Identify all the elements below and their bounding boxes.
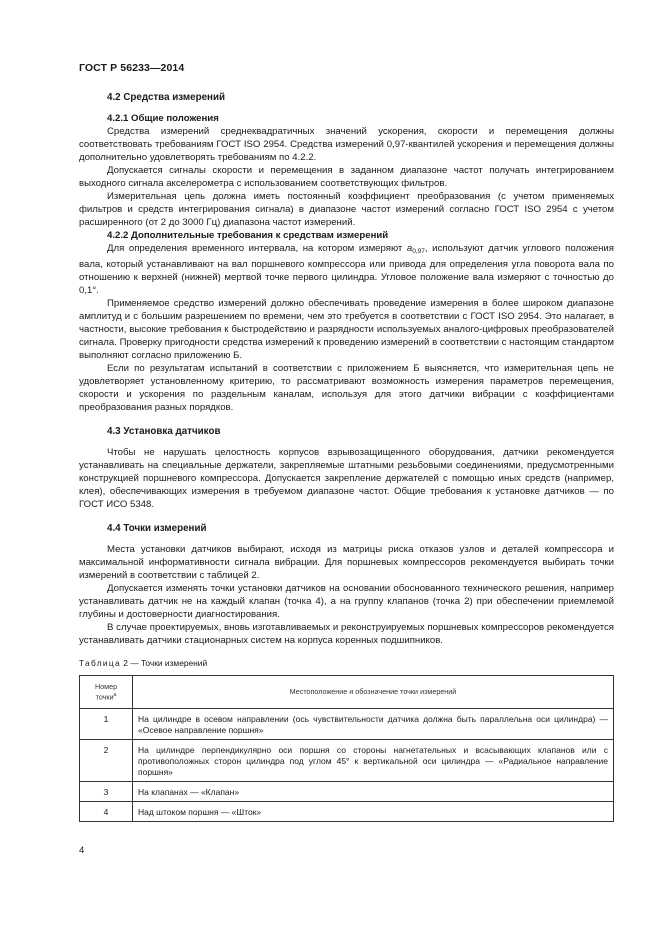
point-number: 3 [80,782,133,802]
point-location: Над штоком поршня — «Шток» [133,802,614,822]
point-number: 2 [80,740,133,782]
paragraph: В случае проектируемых, вновь изготавливаемых и реконструируемых поршневых компрессоров рекомендуется устанавливать датчики стационарных систем на корпуса коренных подшипников. [79,622,614,646]
table-row [80,740,614,782]
paragraph: Места установки датчиков выбирают, исходя из матрицы риска отказов узлов и деталей компрессора и максимальной информативности сигнала вибрации. Для поршневых компрессоров рекомендуется выбирать точки измерений в соответствии с таблицей 2. [79,544,614,581]
spacer [79,511,614,522]
point-location: На цилиндре перпендикулярно оси поршня со стороны нагнетательных и всасывающих клапанов или с противоположных сторон цилиндра под углом 45° к вертикальной оси цилиндра — «Радиальное направление поршня» [133,740,614,782]
section-4-2-2-title: 4.2.2 Дополнительные требования к средствам измерений [107,230,389,241]
variable-subscript: 0,97 [412,248,425,255]
paragraph: Измерительная цепь должна иметь постоянный коэффициент преобразования (с учетом применяемых фильтров и средств интегрирования сигнала) в диапазоне частот измерений согласно ГОСТ ISO 2954 с учетом расширенного (от 2 до 3000 Гц) диапазона частот измерений. [79,191,614,228]
section-4-4-title: 4.4 Точки измерений [107,523,207,534]
paragraph: Применяемое средство измерений должно обеспечивать проведение измерения в более широком диапазоне амплитуд и с большим разрешением по времени, чем это требуется в соответствии с ГОСТ ISO 2954. Это налагает, в частности, высокие требования к быстродействию и разрядности используемых аналого-цифровых преобразователей сигнала. Проверку пригодности средства измерений к проведению измерений в соответствии с настоящим стандартом выполняют согласно приложению Б. [79,298,614,361]
spacer [79,414,614,425]
point-location: На клапанах — «Клапан» [133,782,614,802]
document-body [79,91,614,822]
section-4-3-title: 4.3 Установка датчиков [107,426,221,437]
measurement-points-table [79,675,614,822]
table-row [80,709,614,740]
table-caption-text: 2 — Точки измерений [123,658,208,668]
paragraph: Допускается изменять точки установки датчиков на основании обоснованного технического решения, например устанавливать датчик не на каждый клапан (точка 4), а на группу клапанов (точка 2) при обеспечении приемлемой глубины и достоверности диагностирования. [79,583,614,620]
point-number: 4 [80,802,133,822]
variable-a: a [406,243,413,254]
document-header: ГОСТ Р 56233—2014 [79,62,185,74]
paragraph: Чтобы не нарушать целостность корпусов взрывозащищенного оборудования, датчики рекомендуется устанавливать на специальные держатели, закрепляемые штатными резьбовыми соединениями, предусмотренными конструкцией поршневого компрессора. Допускается закрепление держателей с помощью иных средств (например, клея), обеспечивающих измерения в требуемом диапазоне частот. Общие требования к установке датчиков — по ГОСТ ИСО 5348. [79,447,614,510]
table-header-row [80,676,614,709]
paragraph: Если по результатам испытаний в соответствии с приложением Б выясняется, что измерительная цепь не удовлетворяет установленному критерию, то рассматривают возможность измерения параметров перемещения, скорости и ускорения по раздельным каналам, используя для этого датчики вибрации с коэффициентами преобразования разных порядков. [79,363,614,413]
point-number: 1 [80,709,133,740]
paragraph [79,242,614,297]
column-header-number [80,676,133,709]
point-location: На цилиндре в осевом направлении (ось чувствительности датчика должна быть параллельна оси цилиндра) — «Осевое направление поршня» [133,709,614,740]
paragraph: Средства измерений среднеквадратичных значений ускорения, скорости и перемещения должны соответствовать требованиям ГОСТ ISO 2954. Средства измерений 0,97-квантилей ускорения и перемещения должны дополнительно удовлетворять требованиям по 4.2.2. [79,126,614,163]
table-row [80,782,614,802]
table-caption-label: Таблица [79,658,121,668]
footnote-marker: а [113,692,117,699]
section-4-2-1-title: 4.2.1 Общие положения [107,113,219,124]
column-header-location: Местоположение и обозначение точки измерений [133,676,614,709]
paragraph: Допускается сигналы скорости и перемещения в заданном диапазоне частот получать интегрированием выходного сигнала акселерометра с использованием соответствующих фильтров. [79,165,614,189]
table-caption [79,657,614,670]
table-row [80,802,614,822]
section-4-2-title: 4.2 Средства измерений [107,92,225,103]
text-run: , используют датчик углового положения вала, который устанавливают на вал поршневого компрессора или привода для определения угла поворота вала по отношению к верхней (нижней) мертвой точке первого цилиндра. Угловое положение вала измеряют с точностью до 0,1°. [79,243,614,296]
text-run: Для определения временного интервала, на котором измеряют [107,243,403,254]
page-number: 4 [79,845,85,856]
header-text: Номер точки [94,681,118,702]
